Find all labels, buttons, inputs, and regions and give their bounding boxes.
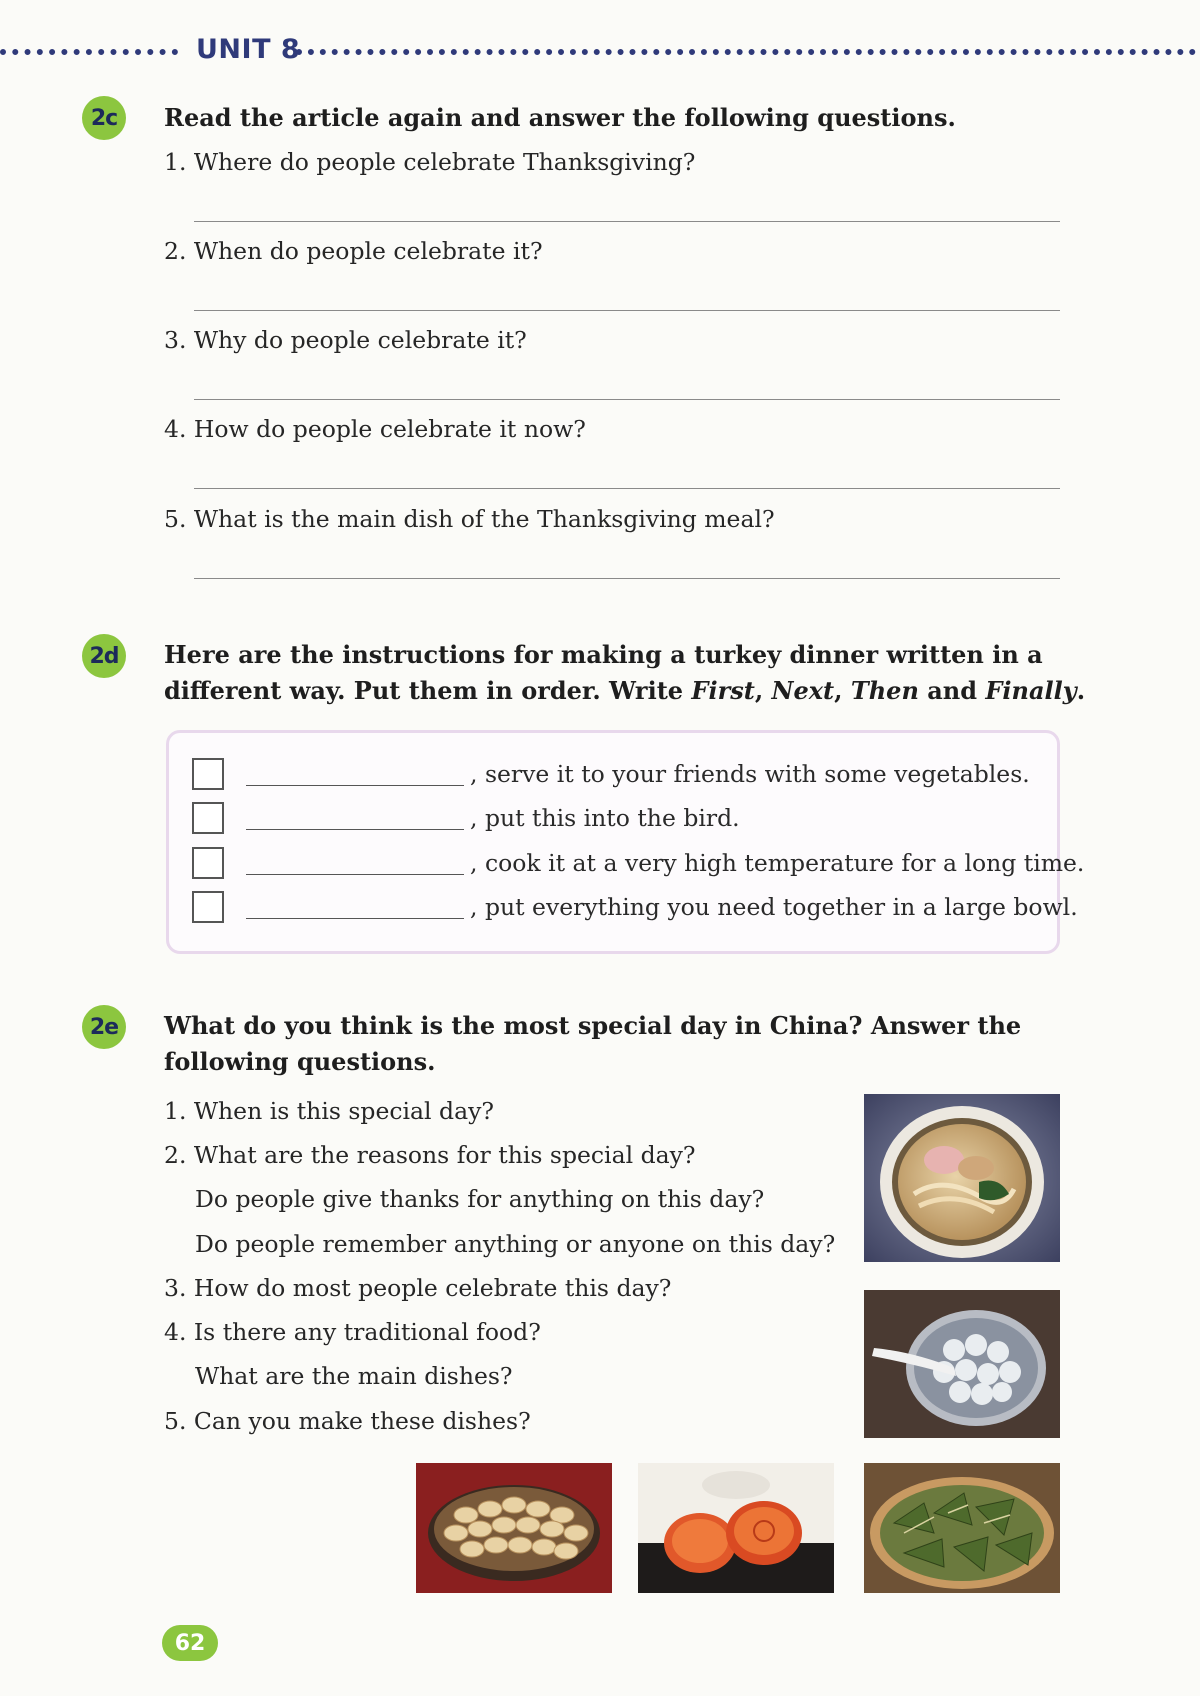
answer-line-1[interactable] [194,221,1060,222]
question-2c-4: 4. How do people celebrate it now? [164,415,586,443]
tangyuan-photo [864,1290,1060,1438]
question-2c-3: 3. Why do people celebrate it? [164,326,527,354]
heading-2c: Read the article again and answer the following questions. [164,103,956,132]
noodles-photo [864,1094,1060,1262]
question-2e-2b: Do people remember anything or anyone on this day? [195,1230,836,1258]
mooncakes-photo [638,1463,834,1593]
question-2e-2a: Do people give thanks for anything on this day? [195,1185,765,1213]
order-step-3 [192,843,1084,883]
order-blank-1[interactable] [246,785,464,786]
question-2c-5: 5. What is the main dish of the Thanksgiving meal? [164,505,775,533]
question-2e-1: 1. When is this special day? [164,1097,494,1125]
heading-2d-line1: Here are the instructions for making a turkey dinner written in a [164,640,1043,669]
heading-2d-line2: different way. Put them in order. Write First, Next, Then and Finally. [164,676,1086,705]
question-2e-2: 2. What are the reasons for this special day? [164,1141,696,1169]
order-checkbox-2[interactable] [192,802,224,834]
badge-2d: 2d [82,634,126,678]
order-text-3: , cook it at a very high temperature for a long time. [470,849,1085,877]
order-step-1 [192,754,1030,794]
order-checkbox-3[interactable] [192,847,224,879]
order-step-4 [192,887,1078,927]
heading-2d [164,637,1085,709]
dumplings-photo [416,1463,612,1593]
question-2e-5: 5. Can you make these dishes? [164,1407,531,1435]
order-checkbox-1[interactable] [192,758,224,790]
header-dots-right [296,49,1196,55]
order-text-1: , serve it to your friends with some vegetables. [470,760,1030,788]
question-2e-4a: What are the main dishes? [195,1362,513,1390]
heading-2e-line2: following questions. [164,1047,436,1076]
heading-2e-line1: What do you think is the most special day in China? Answer the [164,1011,1022,1040]
order-text-4: , put everything you need together in a large bowl. [470,893,1078,921]
badge-2c: 2c [82,96,126,140]
order-blank-3[interactable] [246,874,464,875]
heading-2e [164,1008,1021,1080]
question-2c-2: 2. When do people celebrate it? [164,237,543,265]
page-number: 62 [162,1625,218,1661]
answer-line-5[interactable] [194,578,1060,579]
order-text-2: , put this into the bird. [470,804,740,832]
question-2c-1: 1. Where do people celebrate Thanksgiving? [164,148,696,176]
answer-line-2[interactable] [194,310,1060,311]
header-dots-left [0,49,178,55]
question-2e-3: 3. How do most people celebrate this day? [164,1274,672,1302]
order-blank-4[interactable] [246,918,464,919]
answer-line-3[interactable] [194,399,1060,400]
order-blank-2[interactable] [246,829,464,830]
zongzi-photo [864,1463,1060,1593]
order-checkbox-4[interactable] [192,891,224,923]
unit-title: UNIT 8 [196,34,301,65]
order-step-2 [192,798,740,838]
question-2e-4: 4. Is there any traditional food? [164,1318,541,1346]
badge-2e: 2e [82,1005,126,1049]
answer-line-4[interactable] [194,488,1060,489]
